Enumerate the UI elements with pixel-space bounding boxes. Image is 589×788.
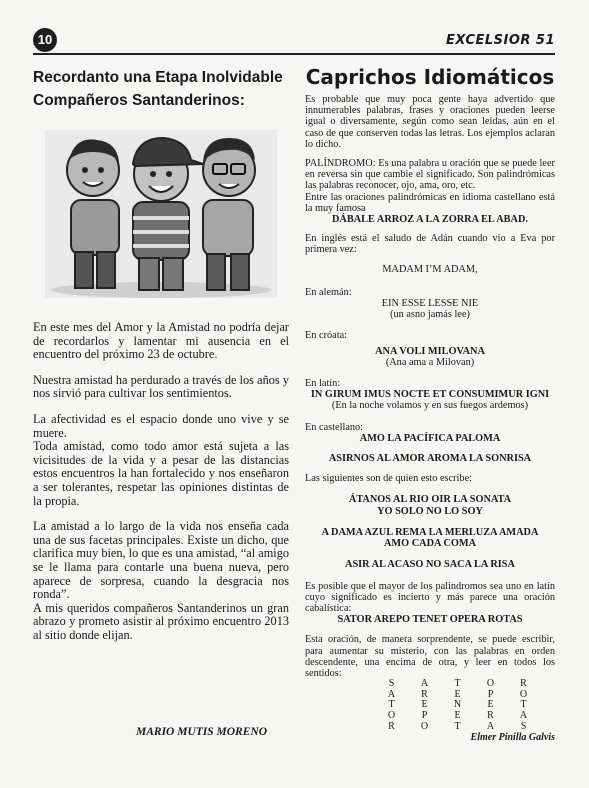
paragraph: Es posible que el mayor de los palindromos sea uno en latín cuyo significado es incierto y más parece una oración cabalística: xyxy=(305,580,555,614)
sator-square xyxy=(375,679,540,732)
right-article xyxy=(305,64,555,743)
sator-letter: A xyxy=(519,709,528,721)
sator-letter: E xyxy=(454,688,461,700)
paragraph: Entre las oraciones palindrómicas en idioma castellano está la muy famosa xyxy=(305,191,555,214)
sator-letter: A xyxy=(486,720,495,732)
page-number-badge: 10 xyxy=(33,28,57,52)
paragraph: La amistad a lo largo de la vida nos enseña cada una de sus facetas principales. Existe un dicho, que clarifica muy bien, lo que es una amistad, “al amigo se le llama para contarle una buena nueva, pero aparece de sorpresa, cuando la desgracia nos ronda”. xyxy=(33,519,289,602)
palindrome-example: SATOR AREPO TENET OPERA ROTAS xyxy=(337,614,523,626)
left-title-line1: Recordanto una Etapa Inolvidable xyxy=(33,69,283,86)
palindrome-example: YO SOLO NO LO SOY xyxy=(377,505,483,517)
language-label: En castellano: xyxy=(305,421,364,433)
left-article xyxy=(33,66,289,654)
sator-letter: P xyxy=(421,709,428,721)
sator-letter: E xyxy=(421,699,428,711)
left-article-author: MARIO MUTIS MORENO xyxy=(136,726,268,738)
sator-letter: O xyxy=(420,720,429,732)
paragraph: Toda amistad, como todo amor está sujeta a las vicisitudes de la vida y a pesar de las distancias estos encuentros la han fortalecido y nos enseñaron a ser tolerantes, respetar las opiniones distintas de la propia. xyxy=(33,439,289,508)
sator-letter: R xyxy=(520,678,527,690)
left-article-title xyxy=(33,66,289,112)
sator-letter: N xyxy=(453,699,462,711)
palindrome-example: AMO CADA COMA xyxy=(383,538,477,550)
paragraph: La afectividad es el espacio donde uno vive y se muere. xyxy=(33,411,289,440)
paragraph: Nuestra amistad ha perdurado a través de los años y nos sirvió para cultivar los sentimientos. xyxy=(33,372,289,401)
palindrome-example: MADAM I’M ADAM, xyxy=(382,263,478,275)
language-label: En latín: xyxy=(305,378,341,390)
translation: (En la noche volamos y en sus fuegos ardemos) xyxy=(331,400,529,412)
paragraph: A mis queridos compañeros Santanderinos un gran abrazo y prometo asistir al próximo encuentro 2013 al sitio donde elijan. xyxy=(33,600,289,642)
right-article-author: Elmer Pinilla Galvis xyxy=(470,732,555,744)
sator-letter: S xyxy=(388,678,395,690)
sator-letter: O xyxy=(486,678,495,690)
paragraph: Las siguientes son de quien esto escribe: xyxy=(305,473,472,485)
translation: (Ana ama a Milovan) xyxy=(385,356,475,368)
sator-letter: E xyxy=(454,709,461,721)
sator-letter: P xyxy=(487,688,494,700)
paragraph: Es probable que muy poca gente haya advertido que innumerables palabras, frases y oraciones pueden leerse igual o diversamente, según como sean leídas, aún en el caso de que conserven todas las letras. Los ejemplos aclaran lo dicho. xyxy=(305,94,555,150)
language-label: En alemán: xyxy=(305,286,352,298)
paragraph: En inglés está el saludo de Adán cuando vio a Eva por primera vez: xyxy=(305,233,555,256)
translation: (un asno jamás lee) xyxy=(390,309,470,321)
sator-letter: A xyxy=(387,688,396,700)
sator-letter: T xyxy=(454,678,461,690)
sator-letter: S xyxy=(520,720,527,732)
paragraph: PALÍNDROMO: Es una palabra u oración que se puede leer en reversa sin que cambie el significado. Son palindrómicas las palabras reconocer, ojo, ama, oro, etc. xyxy=(305,158,555,192)
magazine-name: EXCELSIOR 51 xyxy=(445,33,555,48)
palindrome-example: A DAMA AZUL REMA LA MERLUZA AMADA xyxy=(321,526,539,538)
header-divider xyxy=(33,53,555,55)
palindrome-example: EIN ESSE LESSE NIE xyxy=(381,298,479,310)
sator-letter: T xyxy=(454,720,461,732)
palindrome-example: ASIRNOS AL AMOR AROMA LA SONRISA xyxy=(328,453,532,465)
sator-letter: R xyxy=(388,720,395,732)
palindrome-example: AMO LA PACÍFICA PALOMA xyxy=(359,432,501,444)
sator-letter: A xyxy=(420,678,429,690)
palindrome-example: ANA VOLI MILOVANA xyxy=(375,345,485,357)
palindrome-example: ÁTANOS AL RIO OIR LA SONATA xyxy=(348,494,512,506)
sator-letter: T xyxy=(520,699,527,711)
sator-letter: R xyxy=(487,709,494,721)
palindrome-example: IN GIRUM IMUS NOCTE ET CONSUMIMUR IGNI xyxy=(310,389,550,401)
sator-letter: R xyxy=(421,688,428,700)
sator-letter: O xyxy=(519,688,528,700)
left-boy-figure xyxy=(67,139,119,288)
palindrome-example: ASIR AL ACASO NO SACA LA RISA xyxy=(345,559,515,571)
palindrome-example: DÁBALE ARROZ A LA ZORRA EL ABAD. xyxy=(332,214,528,226)
sator-letter: E xyxy=(487,699,494,711)
three-friends-illustration xyxy=(45,130,277,298)
paragraph: En este mes del Amor y la Amistad no podría dejar de recordarlos y lamentar mi ausencia en el encuentro del próximo 23 de octubre. xyxy=(33,320,289,362)
left-article-body xyxy=(33,321,289,642)
right-article-title: Caprichos Idiomáticos xyxy=(305,65,555,89)
language-label: En cróata: xyxy=(305,330,348,342)
sator-letter: T xyxy=(388,699,395,711)
paragraph: Esta oración, de manera sorprendente, se puede escribir, para aumentar su misterio, con las palabras en orden descendente, una encima de otra, y leer en todos los sentidos: xyxy=(305,634,555,679)
sator-letter: O xyxy=(387,709,396,721)
left-title-line2: Compañeros Santanderinos: xyxy=(33,92,245,109)
